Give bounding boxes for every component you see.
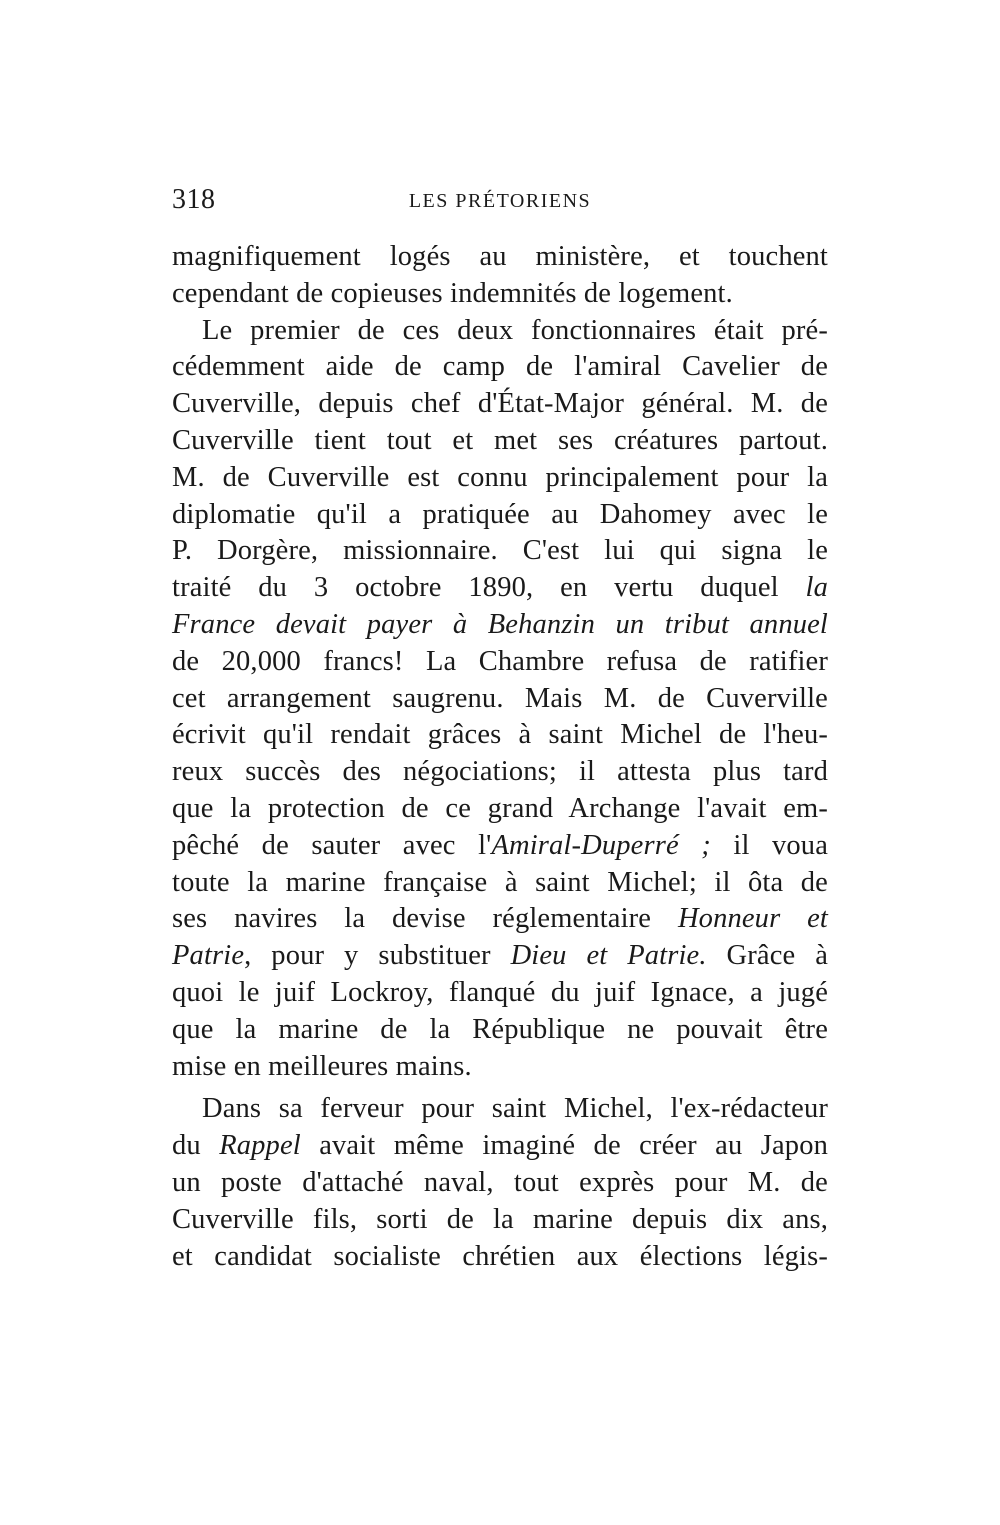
text-line: M. de Cuverville est connu principalement pour la (172, 461, 828, 493)
text-span: du (172, 1130, 220, 1162)
text-line: mise en meilleures mains. (172, 1050, 472, 1082)
italic-text: Honneur et (677, 903, 829, 935)
text-line (172, 901, 828, 938)
text-line: P. Dorgère, missionnaire. C'est lui qui signa le (172, 535, 828, 567)
text-span: ses navires la devise réglementaire (172, 903, 678, 935)
italic-text: Rappel (219, 1130, 301, 1162)
text-line: cependant de copieuses indemnités de logement. (172, 277, 733, 309)
text-line: cet arrangement saugrenu. Mais M. de Cuverville (172, 682, 828, 714)
text-line: Cuverville, depuis chef d'État-Major général. M. de (172, 388, 828, 420)
italic-text: France devait payer à Behanzin un tribut annuel (172, 608, 828, 640)
page-number: 318 (172, 184, 216, 215)
text-line: Cuverville fils, sorti de la marine depuis dix ans, (172, 1203, 828, 1235)
italic-text: Patrie (172, 940, 245, 972)
text-span: avait même imaginé de créer au Japon (300, 1130, 828, 1162)
text-line (172, 938, 828, 975)
text-line (172, 607, 828, 644)
text-line: quoi le juif Lockroy, flanqué du juif Ignace, a jugé (172, 976, 828, 1008)
text-span: il voua (710, 829, 828, 861)
text-line: Le premier de ces deux fonctionnaires était pré- (202, 314, 828, 346)
body-text (172, 239, 828, 1275)
text-line (172, 828, 828, 865)
text-line: de 20,000 francs! La Chambre refusa de ratifier (172, 645, 828, 677)
text-span: Grâce à (706, 940, 828, 972)
text-line (172, 570, 828, 607)
text-span: traité du 3 octobre 1890, en vertu duquel (172, 572, 779, 604)
text-line: diplomatie qu'il a pratiquée au Dahomey avec le (172, 498, 828, 530)
running-title: LES PRÉTORIENS (408, 190, 592, 212)
text-line: que la marine de la République ne pouvait être (172, 1013, 828, 1045)
text-line: toute la marine française à saint Michel; il ôta de (172, 866, 828, 898)
text-line: écrivit qu'il rendait grâces à saint Michel de l'heu- (172, 719, 828, 751)
text-line: reux succès des négociations; il attesta plus tard (172, 756, 828, 788)
text-line: Dans sa ferveur pour saint Michel, l'ex-rédacteur (202, 1093, 828, 1125)
text-line: que la protection de ce grand Archange l'avait em- (172, 792, 828, 824)
italic-text: Dieu et Patrie. (510, 940, 707, 972)
italic-text: Amiral-Duperré ; (491, 829, 711, 861)
text-span: , pour y substituer (244, 940, 511, 972)
text-line: un poste d'attaché naval, tout exprès pour M. de (172, 1166, 828, 1198)
text-line: magnifiquement logés au ministère, et touchent (172, 241, 828, 272)
text-line (172, 1128, 828, 1165)
text-line: cédemment aide de camp de l'amiral Cavelier de (172, 351, 828, 383)
text-line: et candidat socialiste chrétien aux élections légis- (172, 1240, 828, 1272)
text-span: pêché de sauter avec l' (172, 829, 492, 861)
text-line: Cuverville tient tout et met ses créatures partout. (172, 424, 828, 456)
italic-text: la (805, 572, 828, 604)
page-header (172, 184, 828, 224)
